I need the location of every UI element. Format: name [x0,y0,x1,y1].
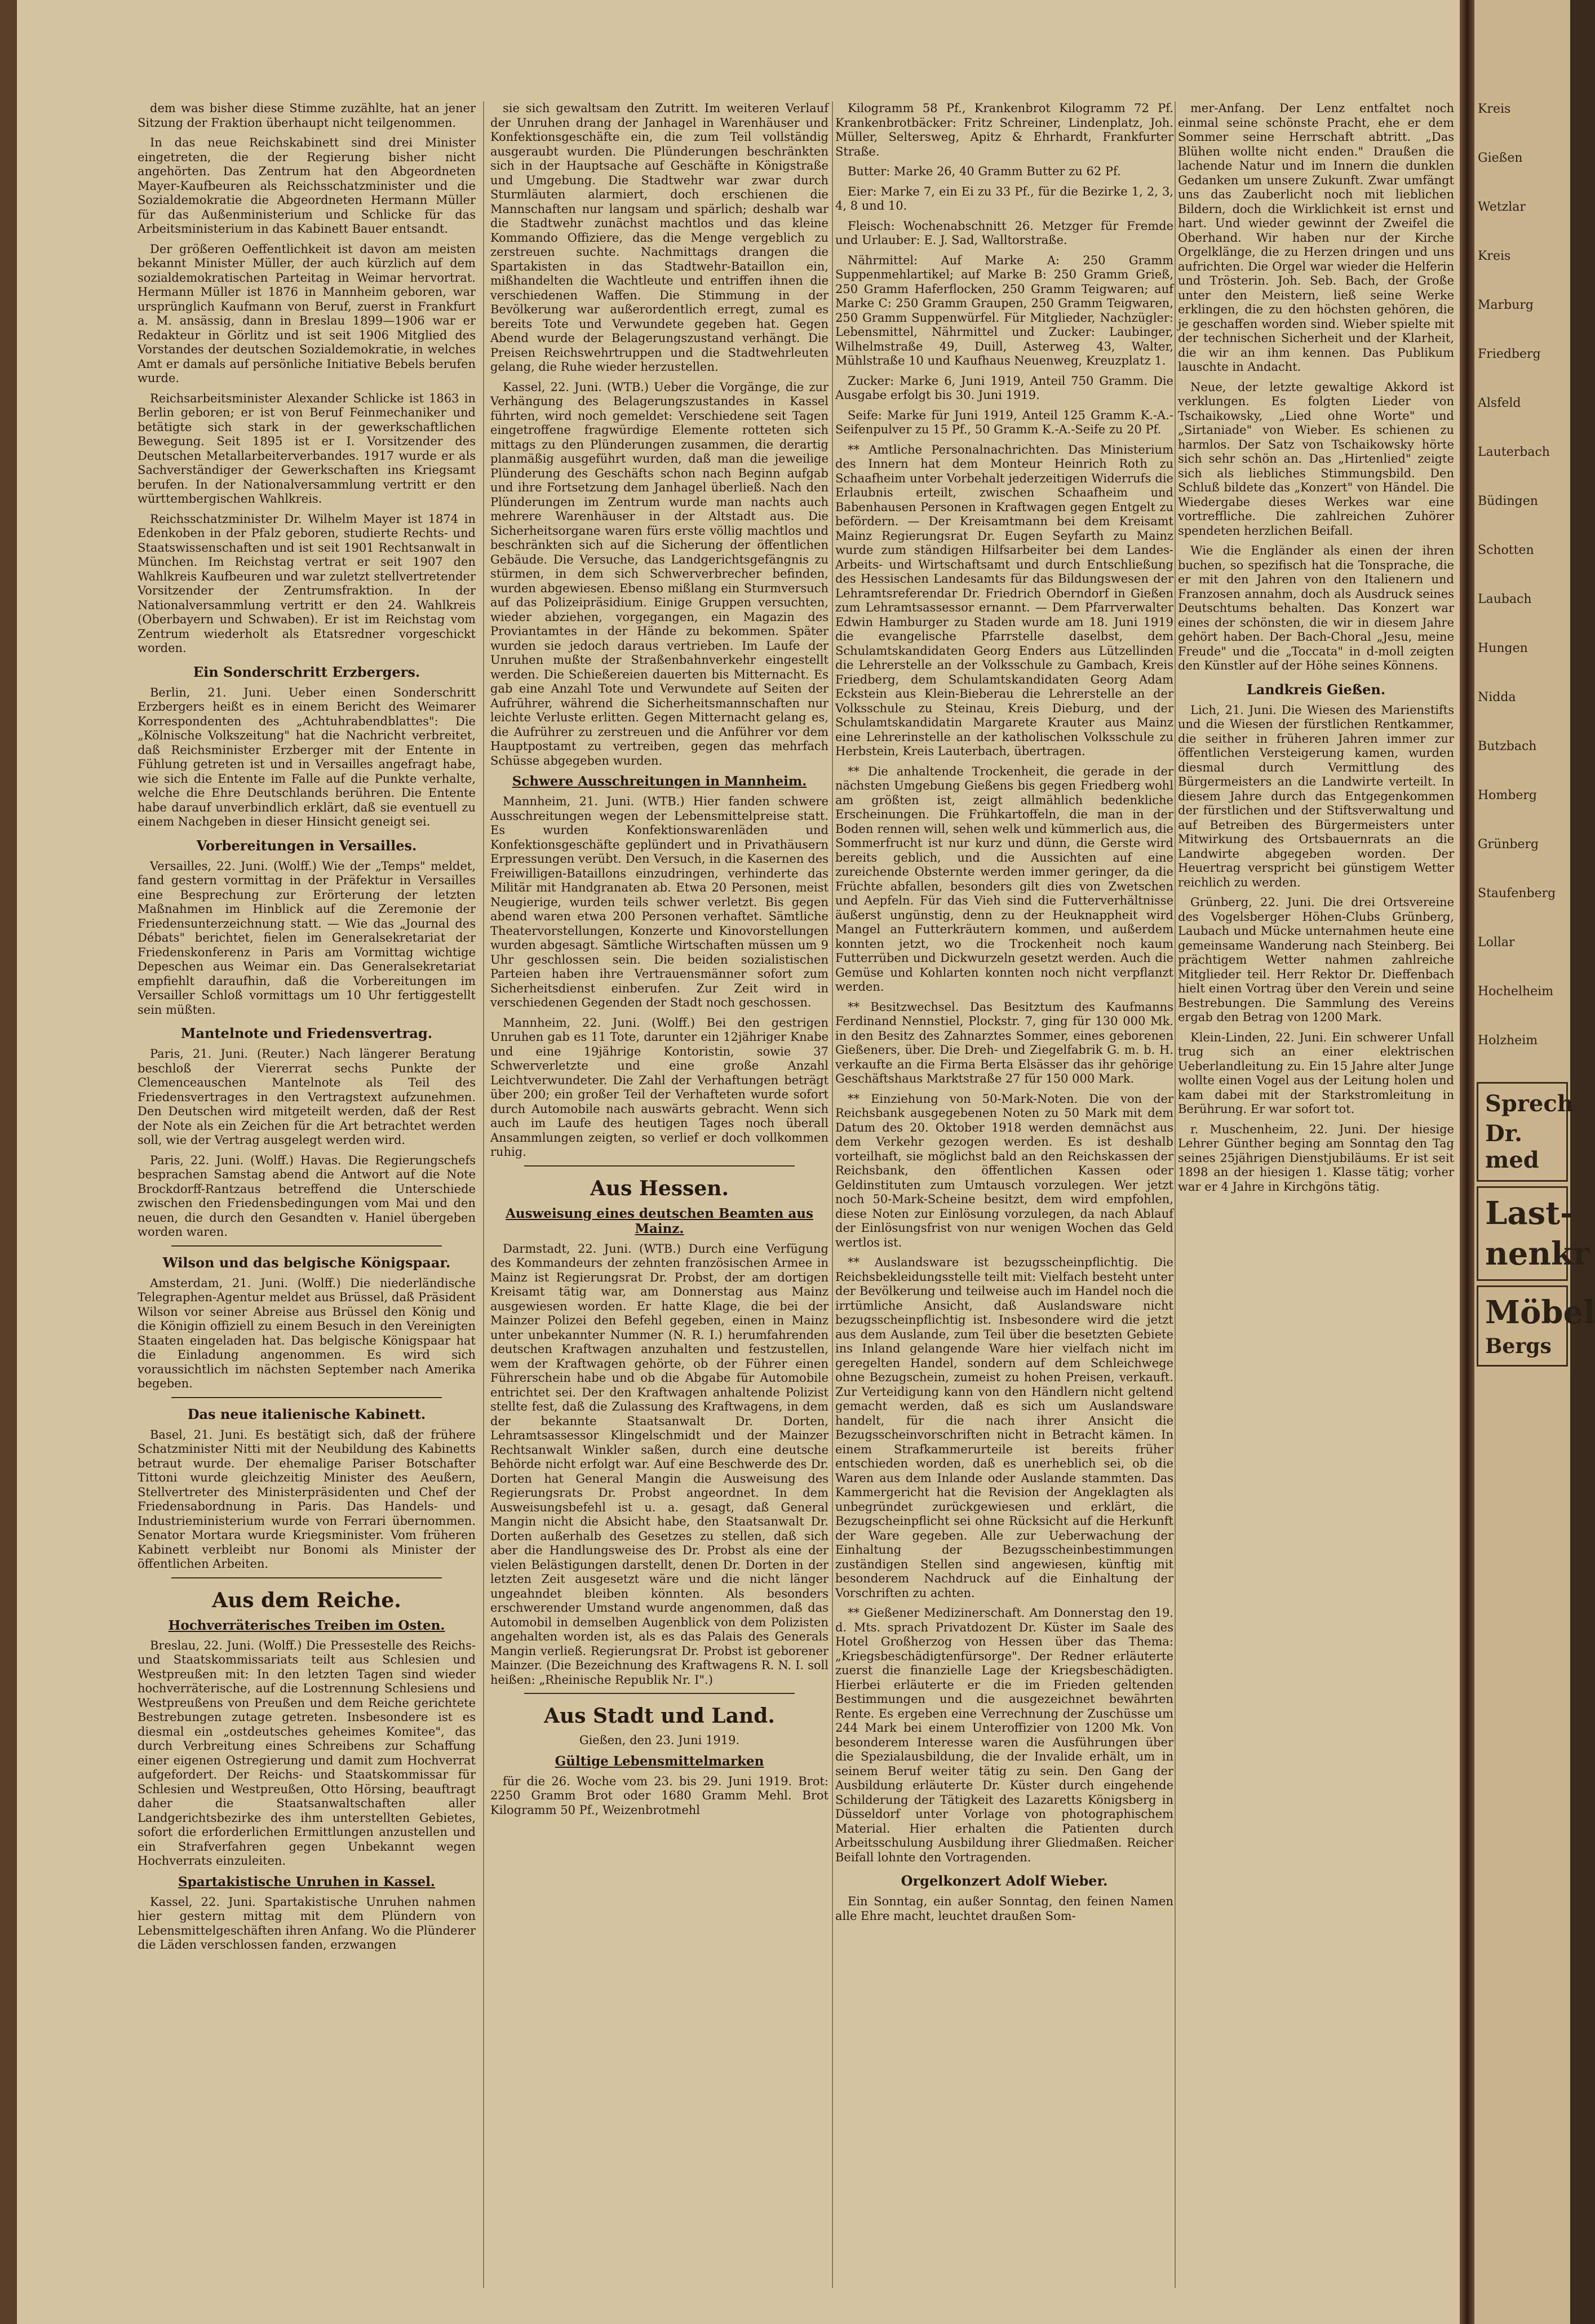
divider [524,1693,795,1694]
next-page-line: Holzheim [1478,1034,1538,1048]
article-paragraph: Reichsarbeitsminister Alexander Schlicke ist 1863 in Berlin geboren; er ist von Beruf Feinmechaniker und betätigte sich stark in der gewerkschaftlichen Bewegung. Seit 1895 ist er I. Vorsitzender des Deutschen Metallarbeiterverbandes. 1917 wurde er als Sachverständiger der Gewerkschaften ins Kriegsamt berufen. In der Nationalversammlung vertritt er den württembergischen Wahlkreis. [138,391,476,505]
column-rule [832,101,833,2288]
section-heading-hessen: Aus Hessen. [590,1176,729,1200]
article-paragraph: Kilogramm 58 Pf., Krankenbrot Kilogramm 72 Pf. Krankenbrotbäcker: Fritz Schreiner, Lindenplatz, Joh. Müller, Seltersweg, Apitz & Ehrhardt, Frankfurter Straße. [835,101,1173,158]
ad-text: Sprech [1485,1090,1574,1117]
article-paragraph: Fleisch: Wochenabschnitt 26. Metzger für Fremde und Urlauber: E. J. Sad, Walltorstraße. [835,219,1173,247]
article-paragraph: Mannheim, 22. Juni. (Wolff.) Bei den gestrigen Unruhen gab es 11 Tote, darunter ein 12jähriger Knabe und eine 19jährige Kontoristin, sowie 37 Schwerverletzte und eine große Anzahl Leichtverwundeter. Die Zahl der Verhaftungen beträgt über 200; ein großer Teil der Verhafteten wurde sofort durch Automobile nach auswärts gebracht. Wenn sich auch im Laufe des heutigen Tages noch überall Ansammlungen zeigten, so verlief er doch vollkommen ruhig. [490,1015,828,1159]
article-paragraph: sie sich gewaltsam den Zutritt. Im weiteren Verlauf der Unruhen drang der Janhagel in Warenhäuser und Konfektionsgeschäfte ein, die zum Teil vollständig ausgeraubt wurden. Die Plünderungen beschränkten sich in der Hauptsache auf Geschäfte in Königstraße und Umgebung. Die Stadtwehr war zwar durch Sturmläuten alarmiert, doch erschienen die Mannschaften nur langsam und spärlich; deshalb war die Stadtwehr zunächst machtlos und das kleine Kommando Offiziere, das die Menge vergeblich zu zerstreuen suchte. Nachmittags drangen die Spartakisten in das Stadtwehr-Bataillon ein, mißhandelten die Wachtleute und entriffen ihnen die verschiedenen Waffen. Die Stimmung in der Bevölkerung war außerordentlich erregt, zumal es bereits Tote und Verwundete gegeben hat. Gegen Abend wurde der Belagerungszustand verhängt. Die Preisen Reichswehrtruppen und die Stadtwehrleuten gelang, die Ruhe wieder herzustellen. [490,101,828,374]
column-3 [835,101,1173,2299]
headline-wilson: Wilson und das belgische Königspaar. [162,1254,451,1271]
ad-text: Last- [1485,1195,1574,1232]
next-page-line: Hochelheim [1478,984,1554,999]
article-paragraph: Der größeren Oeffentlichkeit ist davon am meisten bekannt Minister Müller, der auch kürzlich auf dem sozialdemokratischen Parteitag in Weimar hervortrat. Hermann Müller ist 1876 in Mannheim geboren, war ursprünglich Kaufmann von Beruf, zuerst in Frankfurt a. M. ansässig, dann in Breslau 1899—1906 war er Redakteur in Görlitz und ist seit 1906 Mitglied des Vorstandes der deutschen Sozialdemokratie, in welches Amt er damals auf persönliche Initiative Bebels berufen wurde. [138,242,476,385]
next-page-line: Friedberg [1478,347,1541,361]
article-paragraph: Nährmittel: Auf Marke A: 250 Gramm Suppenmehlartikel; auf Marke B: 250 Gramm Grieß, 250 Gramm Haferflocken, 250 Gramm Teigwaren; auf Marke C: 250 Gramm Graupen, 250 Gramm Teigwaren, 250 Gramm Suppenwürfel. Für Mitglieder, Nachzügler: Lebensmittel, Nährmittel und Zucker: Laubinger, Wilhelmstraße 49, Duill, Asterweg 43, Walter, Mühlstraße 10 und Kaufhaus Neuenweg, Kreuzplatz 1. [835,253,1173,367]
headline-kassel-unruhen: Spartakistische Unruhen in Kassel. [178,1874,435,1890]
article-paragraph: In das neue Reichskabinett sind drei Minister eingetreten, die der Regierung bisher nicht angehörten. Das Zentrum hat den Abgeordneten Mayer-Kaufbeuren als Reichsschatzminister und die Sozialdemokratie die Abgeordneten Hermann Müller für das Außenministerium und Schlicke für das Arbeitsministerium in das Kabinett Bauer entsandt. [138,136,476,236]
column-2 [490,101,828,2299]
article-paragraph: dem was bisher diese Stimme zuzählte, hat an jener Sitzung der Fraktion überhaupt nicht teilgenommen. [138,101,476,130]
headline-italien: Das neue italienische Kabinett. [187,1405,426,1422]
ad-box [1477,1186,1590,1281]
article-paragraph: Paris, 21. Juni. (Reuter.) Nach längerer Beratung beschloß der Viererrat sechs Punkte der Clemenceauschen Mantelnote als Teil des Friedensvertrages in den Vertragstext aufzunehmen. Den Deutschen wird mitgeteilt werden, daß der Rest der Note als ein Zeichen für die Art betrachtet werden soll, wie der Vertrag ausgelegt werden wird. [138,1047,476,1147]
article-paragraph: mer-Anfang. Der Lenz entfaltet noch einmal seine schönste Pracht, ehe er dem Sommer seine Herrschaft abtritt. „Das Blühen wollte nicht enden." Draußen die lachende Natur und im Innern die dunklen Gedanken um unsere Zukunft. Zwar umfängt uns das Zauberlicht noch mit lieblichen Bildern, doch die Wirklichkeit ist ernst und hart. Und wieder gewinnt der Zweifel die Oberhand. Wir haben nur der Kirche Orgelklänge, die zu Herzen dringen und uns aufrichten. Die Orgel war wieder die Helferin und Trösterin. Joh. Seb. Bach, der Große unter den Meistern, ließ seine Werke erklingen, die zu den höchsten gehören, die je geschaffen worden sind. Wieber spielte mit der technischen Sicherheit und der Klarheit, die wir an ihm kennen. Das Publikum lauschte in Andacht. [1178,101,1454,374]
next-page-line: Lollar [1478,935,1515,950]
article-paragraph: Mannheim, 21. Juni. (WTB.) Hier fanden schwere Ausschreitungen wegen der Lebensmittelpreise statt. Es wurden Konfektionswarenläden und Konfektionsgeschäfte geplündert und in Privathäusern Erpressungen verübt. Den Versuch, in die Kasernen des Freiwilligen-Bataillons einzudringen, verhinderte das Militär mit Handgranaten ab. Etwa 20 Personen, meist Neugierige, wurden teils schwer verletzt. Bis gegen abend waren etwa 200 Personen verhaftet. Sämtliche Theatervorstellungen, Konzerte und Kinovorstellungen wurden abgesagt. Sämtliche Wirtschaften müssen um 9 Uhr geschlossen sein. Die beiden sozialistischen Parteien haben ihre Vertrauensmänner sofort zum Sicherheitsdienst einberufen. Zur Zeit wird in verschiedenen Gegenden der Stadt noch geschossen. [490,795,828,1009]
headline-osten: Hochverräterisches Treiben im Osten. [168,1617,445,1633]
article-paragraph: für die 26. Woche vom 23. bis 29. Juni 1919. Brot: 2250 Gramm Brot oder 1680 Gramm Mehl. Brot Kilogramm 50 Pf., Weizenbrotmehl [490,1774,828,1817]
ad-text: Dr. med [1485,1120,1539,1173]
next-page-line: Schotten [1478,543,1534,557]
article-paragraph: Klein-Linden, 22. Juni. Ein schwerer Unfall trug sich an einer elektrischen Ueberlandleitung zu. Ein 15 Jahre alter Junge wollte einen Vogel aus der Leitung holen und kam dabei mit der Starkstromleitung in Berührung. Er war sofort tot. [1178,1030,1454,1116]
headline-versailles: Vorbereitungen in Versailles. [196,837,417,854]
headline-erzberger: Ein Sonderschritt Erzbergers. [193,663,420,680]
next-page-line: Kreis [1478,249,1511,263]
ad-text: nenkr [1485,1235,1590,1272]
article-paragraph: ** Auslandsware ist bezugsscheinpflichtig. Die Reichsbekleidungsstelle teilt mit: Vielfach besteht unter der Bevölkerung und teilweise auch im Handel noch die irrtümliche Ansicht, daß Auslandsware nicht bezugsscheinpflichtig ist. Insbesondere wird die jetzt aus dem Auslande, zum Teil über die besetzten Gebiete ins Inland gelangende Ware hier vielfach nicht im geregelten Handel, sondern auf dem Schleichwege ohne Bezugschein, zumeist zu hohen Preisen, verkauft. Zur Verteidigung kann von den Händlern nicht geltend gemacht werden, daß es sich um Auslandsware handelt, für die nach ihrer Ansicht die Bezugsscheinvorschriften nicht in Betracht kämen. In einem Strafkammerurteile ist bereits früher entschieden worden, daß es unerheblich sei, ob die Waren aus dem Inlande oder Auslande stammten. Das Kammergericht hat die Revision der Angeklagten als unbegründet zurückgewiesen und erklärt, die Bezugscheinpflicht sei ohne Rücksicht auf die Herkunft der Ware gegeben. Alle zur Ueberwachung der Einhaltung der Bezugsscheinbestimmungen zuständigen Stellen sind angewiesen, künftig mit besonderem Nachdruck auf die Einhaltung der Vorschriften zu achten. [835,1256,1173,1600]
article-paragraph: Paris, 22. Juni. (Wolff.) Havas. Die Regierungschefs besprachen Samstag abend die Antwort auf die Note Brockdorff-Rantzaus betreffend die Unterschiede zwischen den Friedensbedingungen vom Mai und den neuen, die durch den Gesandten v. Haniel übergeben worden waren. [138,1153,476,1239]
ad-text: Möbel [1485,1294,1595,1331]
article-paragraph: Eier: Marke 7, ein Ei zu 33 Pf., für die Bezirke 1, 2, 3, 4, 8 und 10. [835,184,1173,212]
dateline: Gießen, den 23. Juni 1919. [579,1733,740,1747]
next-page-line: Büdingen [1478,494,1538,508]
article-paragraph: Ein Sonntag, ein außer Sonntag, den feinen Namen alle Ehre macht, leuchtet draußen Som- [835,1895,1173,1923]
headline-mantelnote: Mantelnote und Friedensvertrag. [180,1025,433,1041]
next-page-line: Wetzlar [1478,200,1526,214]
article-paragraph: ** Die anhaltende Trockenheit, die gerade in der nächsten Umgebung Gießens bis gegen Friedberg wohl am größten ist, zeigt allmählich bedenkliche Erscheinungen. Die Frühkartoffeln, die man in der Boden rennen will, sehen welk und kümmerlich aus, die Sommerfrucht ist nur kurz und dünn, die Gerste wird bereits geblich, und die Aussichten auf eine zureichende Obsternte werden immer geringer, da die Früchte abfallen, besonders gilt dies von Zwetschen und Aepfeln. Für das Vieh sind die Futterverhältnisse äußerst ungünstig, denn zu der Heuknappheit wird Mangel an Futterkräutern kommen, und außerdem konnten jetzt, wo die Trockenheit noch kaum Futterrüben und Dickwurzeln gesetzt werden. Auch die Gemüse und Kohlarten konnten noch nicht verpflanzt werden. [835,764,1173,994]
next-page-edge [1474,0,1595,2324]
section-heading-stadt: Aus Stadt und Land. [544,1704,775,1728]
article-paragraph: Versailles, 22. Juni. (Wolff.) Wie der „Temps" meldet, fand gestern vormittag in der Präfektur in Versailles eine Besprechung zur Erörterung der letzten Maßnahmen im Hinblick auf die Zeremonie der Friedensunterzeichnung statt. — Wie das „Journal des Débats" berichtet, fielen im Generalsekretariat der Friedenskonferenz in Paris am Vormittag wichtige Depeschen aus Weimar ein. Das Generalsekretariat empfiehlt daraufhin, daß die Vorbereitungen im Versailler Schloß vormittags um 10 Uhr fertiggestellt sein müßten. [138,859,476,1017]
next-page-line: Lauterbach [1478,445,1550,459]
next-page-line: Hungen [1478,641,1528,655]
headline-orgel: Orgelkonzert Adolf Wieber. [901,1873,1108,1889]
next-page-line: Staufenberg [1478,886,1556,901]
left-margin [0,0,17,2324]
headline-ausweisung: Ausweisung eines deutschen Beamten aus Mainz. [506,1205,813,1236]
divider [524,1165,795,1167]
ad-text: Bergs [1485,1334,1552,1358]
divider [171,1245,442,1247]
column-rule [1175,101,1176,2288]
divider [171,1397,442,1398]
next-page-line: Nidda [1478,690,1516,704]
next-page-text [1474,101,1570,1048]
article-paragraph: Grünberg, 22. Juni. Die drei Ortsvereine des Vogelsberger Höhen-Clubs Grünberg, Laubach und Mücke unternahmen heute eine gemeinsame Wanderung nach Steinberg. Bei prächtigem Wetter nahmen zahlreiche Mitglieder teil. Herr Rektor Dr. Dieffenbach hielt einen Vortrag über den Verein und seine Bestrebungen. Die Sammlung des Vereins ergab den Betrag von 1200 Mark. [1178,895,1454,1024]
article-paragraph: Lich, 21. Juni. Die Wiesen des Marienstifts und die Wiesen der fürstlichen Rentkammer, die seither in früheren Jahren immer zur öffentlichen Versteigerung kamen, wurden diesmal durch Vermittlung des Bürgermeisters an die Landwirte verteilt. In diesem Jahre durch das Entgegenkommen der fürstlichen und der Stiftsverwaltung und auf Betreiben des Bürgermeisters unter Mitwirkung des Ortsbauernrats an die Landwirte abgegeben worden. Der Heuertrag verspricht bei günstigem Wetter reichlich zu werden. [1178,703,1454,889]
next-page-line: Grünberg [1478,837,1539,851]
ad-box [1477,1082,1574,1182]
column-rule [483,101,484,2288]
article-paragraph: Darmstadt, 22. Juni. (WTB.) Durch eine Verfügung des Kommandeurs der zehnten französischen Armee in Mainz ist Regierungsrat Dr. Probst, der am dortigen Kreisamt tätig war, am Donnerstag aus Mainz ausgewiesen worden. Er hatte Klage, die bei der Mainzer Polizei den Befehl gegeben, einen in Mainz unter unbekannter Nummer (N. R. I.) herumfahrenden deutschen Kraftwagen anzuhalten und festzustellen, wem der Kraftwagen gehörte, ob der Führer einen Führerschein habe und ob die Abgabe für Automobile entrichtet sei. Der den Kraftwagen anhaltende Polizist stellte fest, daß die Zulassung des Kraftwagens, in dem der bekannte Staatsanwalt Dr. Dorten, Lehramtsassessor Klingelschmidt und der Mainzer Rechtsanwalt Winkler saßen, durch eine deutsche Behörde nicht erfolgt war. Auf eine Beschwerde des Dr. Dorten hat General Mangin die Ausweisung des Regierungsrats Dr. Probst angeordnet. In dem Ausweisungsbefehl ist u. a. gesagt, daß General Mangin nicht die Absicht habe, den Staatsanwalt Dr. Dorten außerhalb des Gesetzes zu stellen, daß sich aber die Handlungsweise des Dr. Probst als eine der vielen Belästigungen darstellt, denen Dr. Dorten in der letzten Zeit ausgesetzt wäre und die nicht länger ungeahndet bleiben könnten. Als besonders erschwerender Umstand wurde angenommen, daß das Automobil in demselben Augenblick von dem Polizisten angehalten worden ist, als es das Palais des Generals Mangin verließ. Regierungsrat Dr. Probst ist geborener Mainzer. (Die Bezeichnung des Kraftwagens R. N. I. soll heißen: „Rheinische Republik Nr. I".) [490,1241,828,1687]
headline-landkreis: Landkreis Gießen. [1246,681,1386,698]
page-fold [1460,0,1474,2324]
column-4 [1178,101,1454,2299]
article-paragraph: ** Einziehung von 50-Mark-Noten. Die von der Reichsbank ausgegebenen Noten zu 50 Mark mit dem Datum des 20. Oktober 1918 werden demnächst aus dem Verkehr gezogen werden. Es ist deshalb vorteilhaft, sie möglichst bald an den Reichskassen der Reichsbank, den öffentlichen Kassen oder Geldinstituten zum Umtausch vorzulegen. Wer jetzt noch 50-Mark-Scheine besitzt, dem wird empfohlen, diese Noten zur Einlösung vorzulegen, da nach Ablauf der Einlösungsfrist von nur wenigen Wochen das Geld wertlos ist. [835,1092,1173,1249]
article-paragraph: Seife: Marke für Juni 1919, Anteil 125 Gramm K.-A.-Seifenpulver zu 15 Pf., 50 Gramm K.-A.-Seife zu 20 Pf. [835,408,1173,436]
ad-box [1477,1285,1595,1367]
article-paragraph: Basel, 21. Juni. Es bestätigt sich, daß der frühere Schatzminister Nitti mit der Neubildung des Kabinetts betraut wurde. Der ehemalige Pariser Botschafter Tittoni wurde gleichzeitig Minister des Aeußern, Stellvertreter des Ministerpräsidenten und Chef der Friedensabordnung in Paris. Das Handels- und Industrieministerium wurde von Ferrari übernommen. Senator Mortara wurde Kriegsminister. Vom früheren Kabinett verbleibt nur Bonomi als Minister der öffentlichen Arbeiten. [138,1427,476,1571]
next-page-line: Kreis [1478,102,1511,116]
next-page-line: Laubach [1478,592,1532,606]
article-paragraph: Butter: Marke 26, 40 Gramm Butter zu 62 Pf. [848,165,1121,178]
article-paragraph: ** Besitzwechsel. Das Besitztum des Kaufmanns Ferdinand Nennstiel, Plockstr. 7, ging für 130 000 Mk. in den Besitz des Zahnarztes Sommer, eines geborenen Gießeners, über. Die Dreh- und Ziegelfabrik G. m. b. H. verkaufte an die Firma Berta Elsässer das ihr gehörige Geschäftshaus Marktstraße 27 für 150 000 Mark. [835,1000,1173,1085]
divider [171,1577,442,1578]
next-page-line: Gießen [1478,151,1523,165]
next-page-line: Homberg [1478,788,1537,802]
article-paragraph: Neue, der letzte gewaltige Akkord ist verklungen. Es folgten Lieder von Tschaikowsky, „Lied ohne Worte" und „Sirtaniade" von Wieber. Es schienen zu harmlos. Der Satz von Tschaikowsky hörte sich sehr schön an. Das „Hirtenlied" zeigte sich als liebliches Stimmungsbild. Den Schluß bildete das „Konzert" von Händel. Die Wiedergabe dieses Werkes war eine vortreffliche. Die zahlreichen Zuhörer spendeten herzlichen Beifall. [1178,380,1454,538]
article-paragraph: ** Gießener Medizinerschaft. Am Donnerstag den 19. d. Mts. sprach Privatdozent Dr. Küster im Saale des Hotel Großherzog von Hessen über das Thema: „Kriegsbeschädigtenfürsorge". Der Redner erläuterte zuerst die finanzielle Lage der Kriegsbeschädigten. Hierbei erläuterte er die im Frieden geltenden Bestimmungen und die ausgezeichnet bewährten Rente. Es ergeben eine Verrechnung der Zuschüsse um 244 Mark bei einem Unteroffizier von 1200 Mk. Von besonderem Interesse waren die Ausführungen über die Spezialausbildung, die der Invalide erhält, um in seinem Beruf weiter tätig zu sein. Den Gang der Ausbildung erläuterte Dr. Küster durch eingehende Schilderung der Tätigkeit des Lazaretts Königsberg in Düsseldorf unter Vorlage von photographischem Material. Hier erhalten die Patienten durch Arbeitsschulung Ausbildung ihrer Gliedmaßen. Reicher Beifall lohnte den Vortragenden. [835,1606,1173,1864]
next-page-line: Alsfeld [1478,396,1521,410]
column-1 [138,101,476,2299]
article-paragraph: Breslau, 22. Juni. (Wolff.) Die Pressestelle des Reichs- und Staatskommissariats teilt aus Schlesien und Westpreußen mit: In den letzten Tagen sind wieder hochverräterische, auf die Lostrennung Schlesiens und Westpreußens von Preußen und dem Reiche gerichtete Bestrebungen zutage getreten. Insbesondere ist es diesmal ein „ostdeutsches geheimes Komitee", das durch Verbreitung eines Schreibens zur Schaffung einer eigenen Ostregierung und damit zum Hochverrat aufgefordert. Der Reichs- und Staatskommissar für Schlesien und Westpreußen, Otto Hörsing, beauftragt daher die Staatsanwaltschaften aller Landgerichtsbezirke des ihm unterstellten Gebietes, sofort die erforderlichen Ermittlungen anzustellen und ein Strafverfahren gegen Unbekannt wegen Hochverrats einzuleiten. [138,1638,476,1868]
article-paragraph: Kassel, 22. Juni. Spartakistische Unruhen nahmen hier gestern mittag mit dem Plündern von Lebensmittelgeschäften ihren Anfang. Wo die Plünderer die Läden verschlossen fanden, erzwangen [138,1895,476,1952]
headline-marken: Gültige Lebensmittelmarken [555,1753,764,1769]
article-paragraph: ** Amtliche Personalnachrichten. Das Ministerium des Innern hat dem Monteur Heinrich Roth zu Schaafheim unter Vorbehalt jederzeitigen Widerrufs die Erlaubnis erteilt, zwischen Schaafheim und Babenhausen Personen in Kraftwagen gegen Entgelt zu befördern. — Der Kreisamtmann bei dem Kreisamt Mainz Regierungsrat Dr. Eugen Seyfarth zu Mainz wurde zum ständigen Hilfsarbeiter bei dem Landes-Arbeits- und Wirtschaftsamt und durch Entschließung des Hessischen Landesamts für das Bildungswesen der Lehramtsreferendar Dr. Friedrich Oberndorf in Gießen zum Lehramtsassessor ernannt. — Dem Pfarrverwalter Edwin Hamburger zu Staden wurde am 18. Juni 1919 die evangelische Pfarrstelle daselbst, dem Schulamtskandidaten Georg Enders aus Lützellinden die Lehrerstelle an der Volksschule zu Gambach, Kreis Friedberg, dem Schulamtskandidaten Georg Adam Eckstein aus Klein-Bieberau die Lehrerstelle an der Volksschule zu Steinau, Kreis Dieburg, und der Schulamtskandidatin Margarete Krauter aus Mainz eine Lehrerinstelle an der katholischen Volksschule zu Herbstein, Kreis Lauterbach, übertragen. [835,442,1173,758]
headline-mannheim: Schwere Ausschreitungen in Mannheim. [512,774,807,789]
article-paragraph: r. Muschenheim, 22. Juni. Der hiesige Lehrer Günther beging am Sonntag den Tag seines 25jährigen Dienstjubiläums. Er ist seit 1898 an der hiesigen 1. Klasse tätig; vorher war er 4 Jahre in Kirchgöns tätig. [1178,1122,1454,1194]
section-heading-reiche: Aus dem Reiche. [212,1588,401,1612]
article-paragraph: Wie die Engländer als einen der ihren buchen, so spezifisch hat die Tonsprache, die er mit den Jahren von den Italienern und Franzosen annahm, doch als Ausdruck seines Deutschtums behalten. Das Konzert war eines der schönsten, die wir in diesem Jahre gehört haben. Der Bach-Choral „Jesu, meine Freude" und die „Toccata" in d-moll zeigten den Künstler auf der Höhe seines Könnens. [1178,544,1454,672]
next-page-line: Marburg [1478,298,1534,312]
article-paragraph: Kassel, 22. Juni. (WTB.) Ueber die Vorgänge, die zur Verhängung des Belagerungszustandes in Kassel führten, wird noch gemeldet: Verschiedene seit Tagen eingetroffene fragwürdige Elemente rotteten sich mittags zu den Plünderungen zusammen, die derartig planmäßig ausgeführt wurden, daß man die jeweilige Plünderung des Geschäfts schon nach Beginn aufgab und ihre Fortsetzung dem Janhagel überließ. Nach den Plünderungen im Zentrum wurde man nachts auch mehrere Warenhäuser in der Altstadt aus. Die Sicherheitsorgane waren fürs erste völlig machtlos und beschränkten sich auf die Sicherung der öffentlichen Gebäude. Die Versuche, das Landgerichtsgefängnis zu stürmen, in dem sich Schwerverbrecher befinden, wurden abgewiesen. Ebenso mißlang ein Sturmversuch auf das Polizeipräsidium. Einige Gruppen versuchten, wieder abziehen, vorgegangen, ein Magazin des Proviantamtes in der Hände zu bekommen. Später wurden sie jedoch daraus vertrieben. Im Laufe der Unruhen mußte der Straßenbahnverkehr eingestellt werden. Die Schießereien dauerten bis Mitternacht. Es gab eine Anzahl Tote und Verwundete auf Seiten der Aufrührer, während die Sicherheitsmannschaften nur leichte Verluste erlitten. Gegen Mitternacht gelang es, die Aufrührer zu zerstreuen und die Anführer vor dem Hauptpostamt zu vertreiben, gegen das mehrfach Schüsse abgegeben wurden. [490,380,828,768]
next-page-line: Butzbach [1478,739,1537,753]
article-paragraph: Amsterdam, 21. Juni. (Wolff.) Die niederländische Telegraphen-Agentur meldet aus Brüssel, daß Präsident Wilson vor seiner Abreise aus Brüssel den König und die Königin offiziell zu einem Besuch in den Vereinigten Staaten eingeladen hat. Das belgische Königspaar hat die Einladung angenommen. Es wird sich voraussichtlich im nächsten September nach Amerika begeben. [138,1276,476,1390]
article-paragraph: Berlin, 21. Juni. Ueber einen Sonderschritt Erzbergers heißt es in einem Bericht des Weimarer Korrespondenten des „Achtuhrabendblattes": Die „Kölnische Volkszeitung" hat die Nachricht verbreitet, daß Reichsminister Erzberger mit der Entente in Fühlung getreten ist und in Versailles angefragt habe, wie sich die Entente im Falle auf die Punkte verhalte, welche die Ehre Deutschlands berühren. Die Entente habe darauf unverbindlich erklärt, daß sie eventuell zu einem Nachgeben in dieser Hinsicht geneigt sei. [138,685,476,828]
article-paragraph: Zucker: Marke 6, Juni 1919, Anteil 750 Gramm. Die Ausgabe erfolgt bis 30. Juni 1919. [835,374,1173,402]
article-paragraph: Reichsschatzminister Dr. Wilhelm Mayer ist 1874 in Edenkoben in der Pfalz geboren, studierte Rechts- und Staatswissenschaften und ist seit 1901 Rechtsanwalt in München. Im Reichstag vertrat er seit 1907 den Wahlkreis Kaufbeuren und war zuletzt stellvertretender Vorsitzender der Zentrumsfraktion. In der Nationalversammlung vertritt er den 24. Wahlkreis (Oberbayern und Schwaben). Er ist im Reichstag vom Zentrum wiederholt als Etatsredner vorgeschickt worden. [138,512,476,655]
